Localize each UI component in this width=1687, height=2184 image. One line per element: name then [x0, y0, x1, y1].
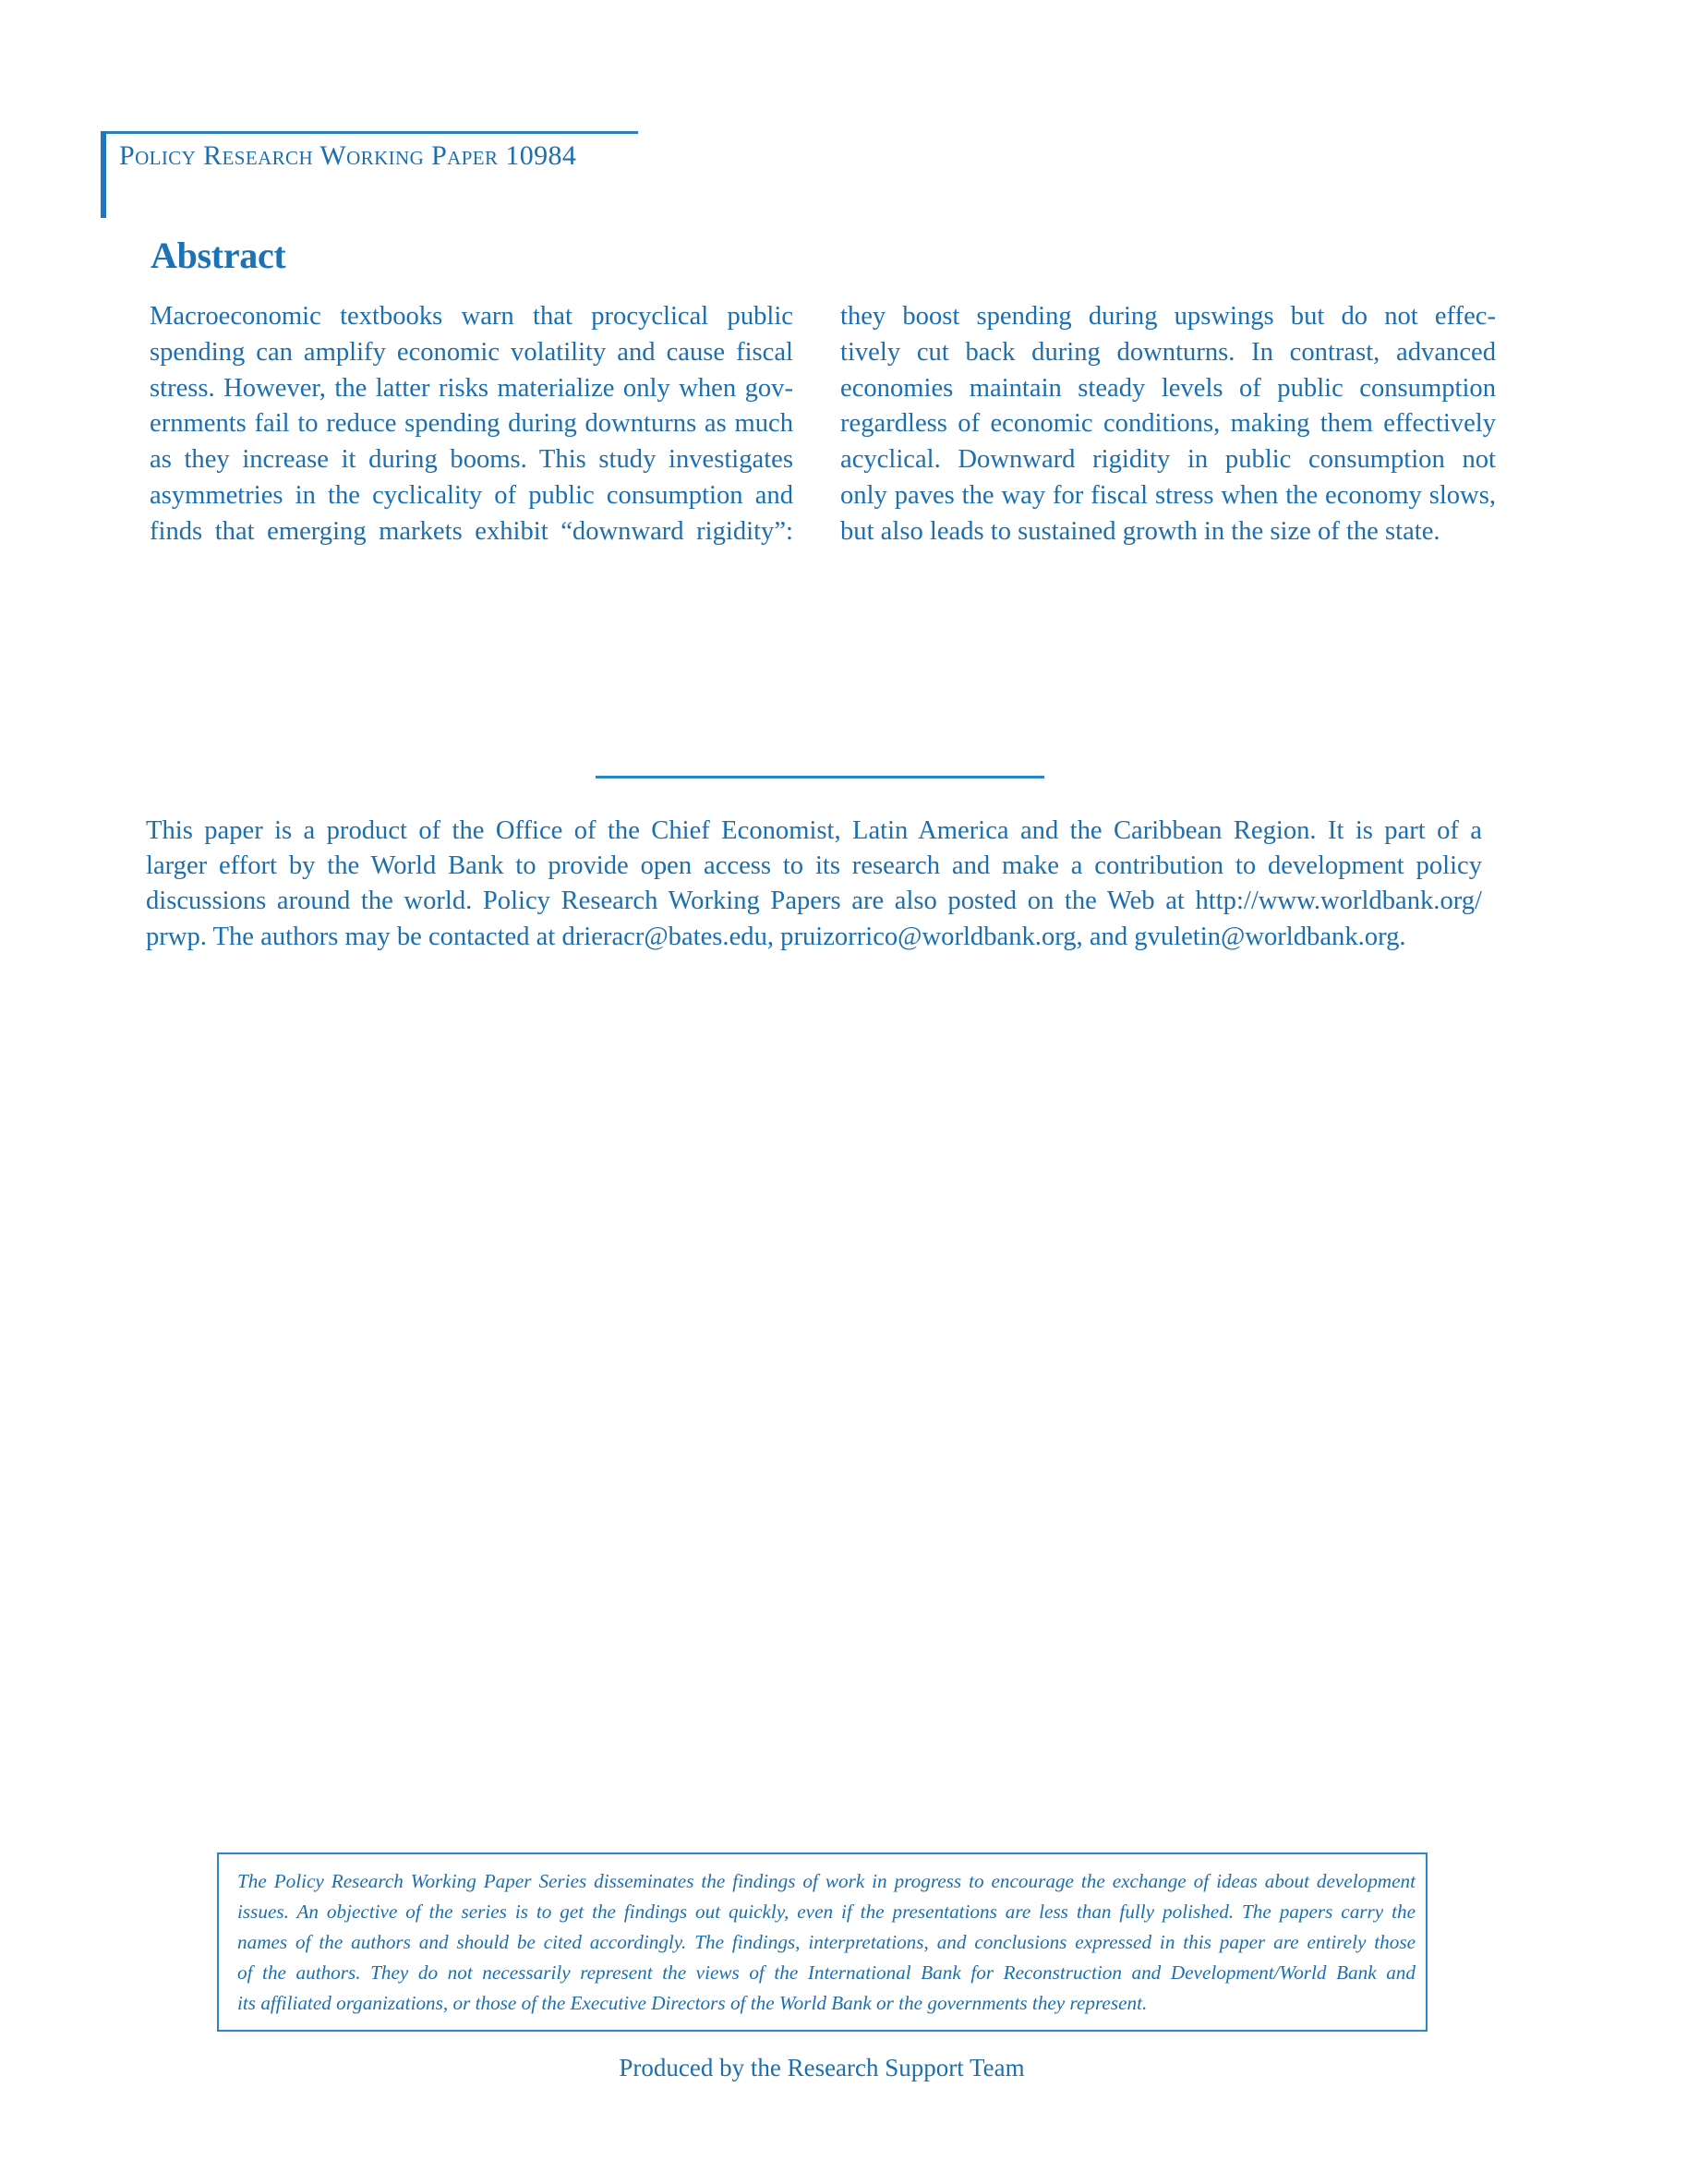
header-top-rule [102, 131, 638, 134]
abstract-line: spending can amplify economic volatility and cause fiscal [150, 337, 793, 367]
disclaimer-text [237, 1866, 1416, 2019]
header-side-bar [101, 131, 106, 218]
disclaimer-line: The Policy Research Working Paper Series disseminates the findings of work in progress to encourage the exchange of ideas about development [237, 1870, 1416, 1892]
disclaimer-line: names of the authors and should be cited accordingly. The findings, interpretations, and conclusions expressed in this paper are entirely those [237, 1931, 1416, 1953]
abstract-line: acyclical. Downward rigidity in public consumption not [840, 445, 1496, 475]
abstract-line: they boost spending during upswings but do not effec- [840, 302, 1496, 331]
abstract-line: asymmetries in the cyclicality of public consumption and [150, 480, 793, 510]
product-note-line: prwp. The authors may be contacted at drieracr@bates.edu, pruizorrico@worldbank.org, and gvuletin@worldbank.org. [146, 922, 1406, 951]
abstract-line: stress. However, the latter risks materialize only when gov- [150, 373, 793, 403]
abstract-line: regardless of economic conditions, making them effectively [840, 409, 1496, 439]
abstract-line: economies maintain steady levels of public consumption [840, 373, 1496, 403]
disclaimer-line: issues. An objective of the series is to get the findings out quickly, even if the presentations are less than fully polished. The papers carry the [237, 1900, 1416, 1923]
abstract-line: tively cut back during downturns. In contrast, advanced [840, 337, 1496, 367]
abstract-heading: Abstract [151, 235, 286, 276]
abstract-line: ernments fail to reduce spending during downturns as much [150, 409, 793, 439]
abstract-right-column [840, 299, 1496, 550]
abstract-line: Macroeconomic textbooks warn that procyclical public [150, 302, 793, 331]
section-divider [596, 776, 1044, 778]
disclaimer-line: its affiliated organizations, or those of the Executive Directors of the World Bank or the governments they represent. [237, 1992, 1148, 2014]
disclaimer-line: of the authors. They do not necessarily represent the views of the International Bank for Reconstruction and Development/World Bank and [237, 1961, 1416, 1984]
product-note-line: discussions around the world. Policy Research Working Papers are also posted on the Web at http://www.worldbank.org/ [146, 887, 1482, 916]
abstract-line: but also leads to sustained growth in the size of the state. [840, 516, 1440, 546]
abstract-line: as they increase it during booms. This study investigates [150, 445, 793, 475]
abstract-line: only paves the way for fiscal stress when the economy slows, [840, 480, 1496, 510]
series-title: Policy Research Working Paper 10984 [119, 140, 577, 171]
abstract-line: finds that emerging markets exhibit “downward rigidity”: [150, 516, 793, 546]
product-note-line: This paper is a product of the Office of the Chief Economist, Latin America and the Caribbean Region. It is part of a [146, 816, 1482, 845]
abstract-left-column [150, 299, 793, 550]
product-note [146, 814, 1482, 955]
product-note-line: larger effort by the World Bank to provide open access to its research and make a contribution to development policy [146, 851, 1482, 881]
produced-by-credit: Produced by the Research Support Team [619, 2054, 1025, 2081]
